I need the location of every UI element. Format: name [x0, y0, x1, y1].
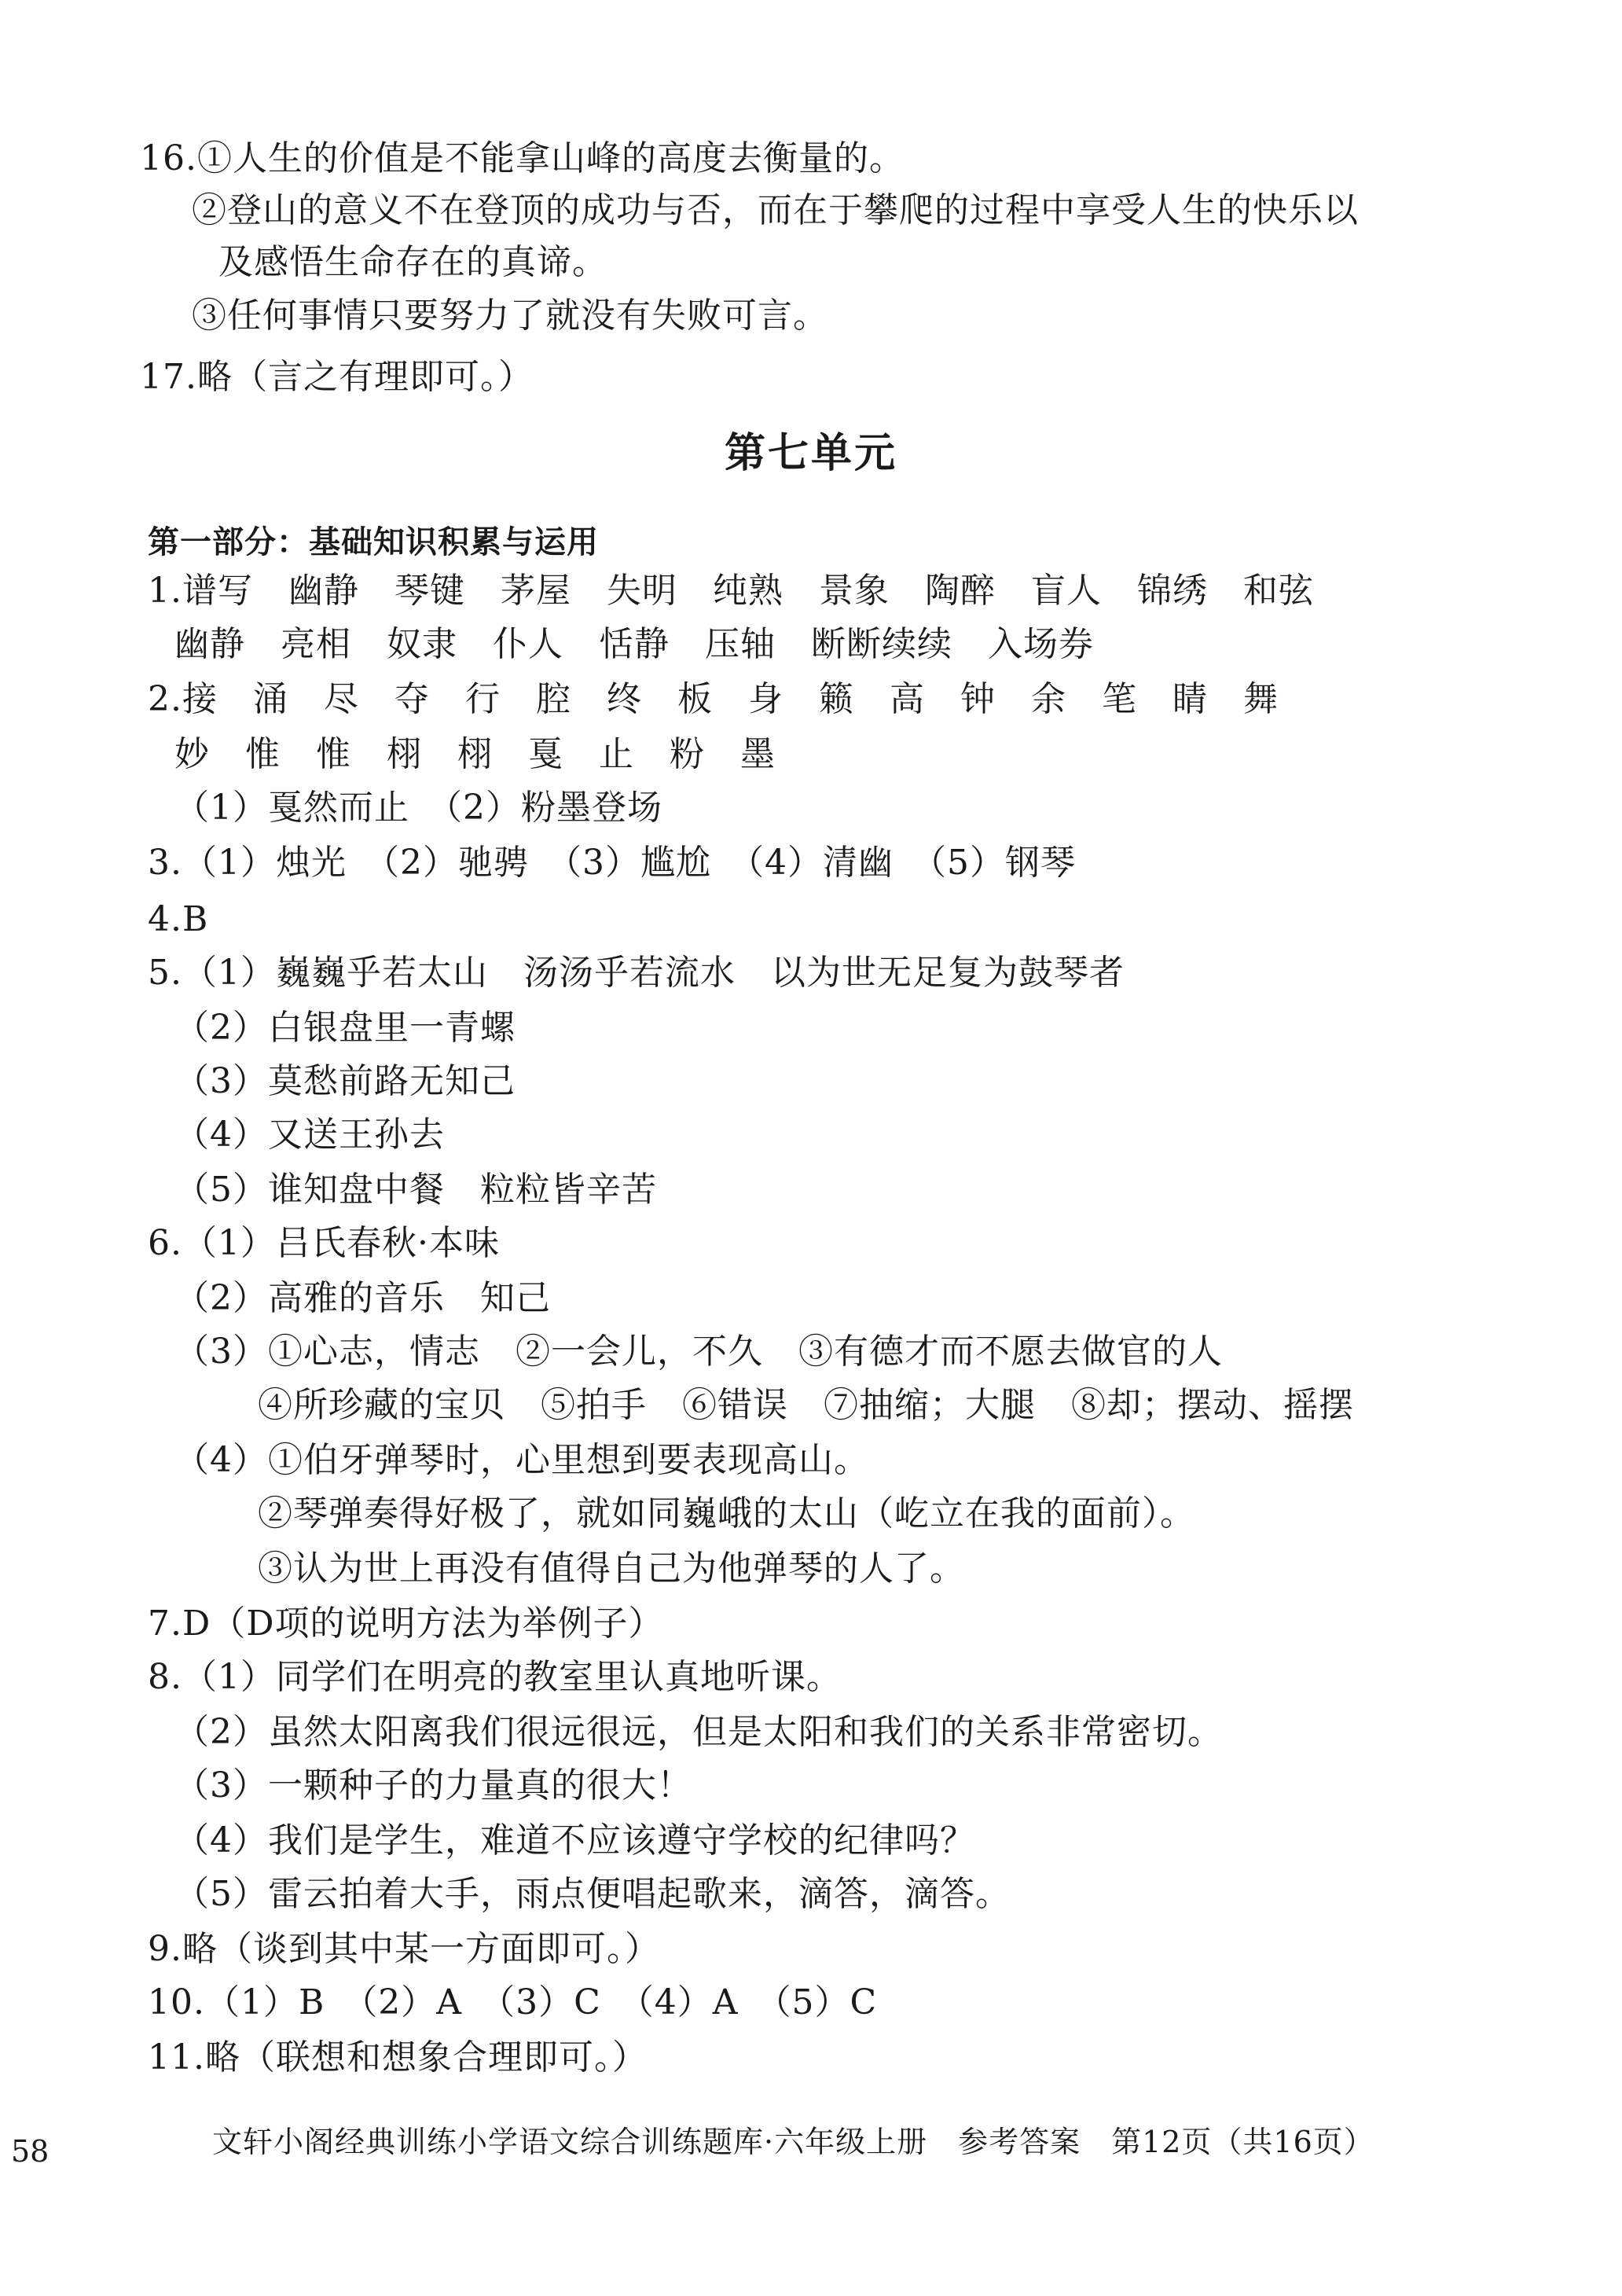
answer-6-4-2: ②琴弹奏得好极了，就如同巍峨的太山（屹立在我的面前）。: [258, 1493, 1195, 1534]
answer-2-cont: 妙 惟 惟 栩 栩 戛 止 粉 墨: [174, 734, 776, 774]
answer-5-4: （4）又送王孙去: [174, 1115, 445, 1155]
answer-11: 11.略（联想和想象合理即可。）: [148, 2037, 648, 2077]
answer-8-5: （5）雷云拍着大手，雨点便唱起歌来，滴答，滴答。: [174, 1874, 1011, 1914]
page-number: 58: [11, 2134, 50, 2169]
answer-6-4: （4）①伯牙弹琴时，心里想到要表现高山。: [174, 1440, 869, 1480]
answer-1: 1.谱写 幽静 琴键 茅屋 失明 纯熟 景象 陶醉 盲人 锦绣 和弦: [148, 571, 1314, 611]
answer-10: 10.（1）B （2）A （3）C （4）A （5）C: [148, 1982, 878, 2022]
answer-8-4: （4）我们是学生，难道不应该遵守学校的纪律吗？: [174, 1820, 975, 1861]
answer-16-2: ②登山的意义不在登顶的成功与否，而在于攀爬的过程中享受人生的快乐以: [192, 190, 1359, 230]
answer-5-5: （5）谁知盘中餐 粒粒皆辛苦: [174, 1170, 657, 1210]
answer-2: 2.接 涌 尽 夺 行 腔 终 板 身 籁 高 钟 余 笔 睛 舞: [148, 679, 1279, 719]
footer-text: 文轩小阁经典训练小学语文综合训练题库·六年级上册 参考答案 第12页（共16页）: [212, 2125, 1374, 2159]
answer-6-4-3: ③认为世上再没有值得自己为他弹琴的人了。: [258, 1548, 965, 1589]
answer-6-2: （2）高雅的音乐 知己: [174, 1278, 551, 1318]
answer-6-3: （3）①心志，情志 ②一会儿，不久 ③有德才而不愿去做官的人: [174, 1332, 1223, 1372]
answer-2-sub: （1）戛然而止 （2）粉墨登场: [174, 788, 662, 828]
answer-1-cont: 幽静 亮相 奴隶 仆人 恬静 压轴 断断续续 入场券: [174, 624, 1094, 664]
answer-5: 5.（1）巍巍乎若太山 汤汤乎若流水 以为世无足复为鼓琴者: [148, 953, 1125, 993]
answer-5-2: （2）白银盘里一青螺: [174, 1008, 516, 1048]
answer-5-3: （3）莫愁前路无知己: [174, 1061, 516, 1101]
answer-16-3: ③任何事情只要努力了就没有失败可言。: [192, 296, 828, 336]
answer-16-1: 16.①人生的价值是不能拿山峰的高度去衡量的。: [140, 138, 905, 178]
answer-16-2-cont: 及感悟生命存在的真谛。: [218, 242, 607, 282]
section-title: 第一部分：基础知识积累与运用: [148, 524, 599, 560]
answer-17: 17.略（言之有理即可。）: [140, 357, 534, 397]
answer-7: 7.D（D项的说明方法为举例子）: [148, 1604, 664, 1644]
unit-title: 第七单元: [724, 429, 897, 477]
answer-8: 8.（1）同学们在明亮的教室里认真地听课。: [148, 1657, 842, 1697]
answer-6: 6.（1）吕氏春秋·本味: [148, 1223, 500, 1263]
answer-3: 3.（1）烛光 （2）驰骋 （3）尴尬 （4）清幽 （5）钢琴: [148, 843, 1076, 883]
answer-4: 4.B: [148, 899, 209, 939]
answer-8-2: （2）虽然太阳离我们很远很远，但是太阳和我们的关系非常密切。: [174, 1712, 1223, 1752]
answer-6-3-cont: ④所珍藏的宝贝 ⑤拍手 ⑥错误 ⑦抽缩；大腿 ⑧却；摆动、摇摆: [258, 1385, 1354, 1425]
answer-9: 9.略（谈到其中某一方面即可。）: [148, 1929, 660, 1969]
answer-8-3: （3）一颗种子的力量真的很大！: [174, 1765, 692, 1806]
